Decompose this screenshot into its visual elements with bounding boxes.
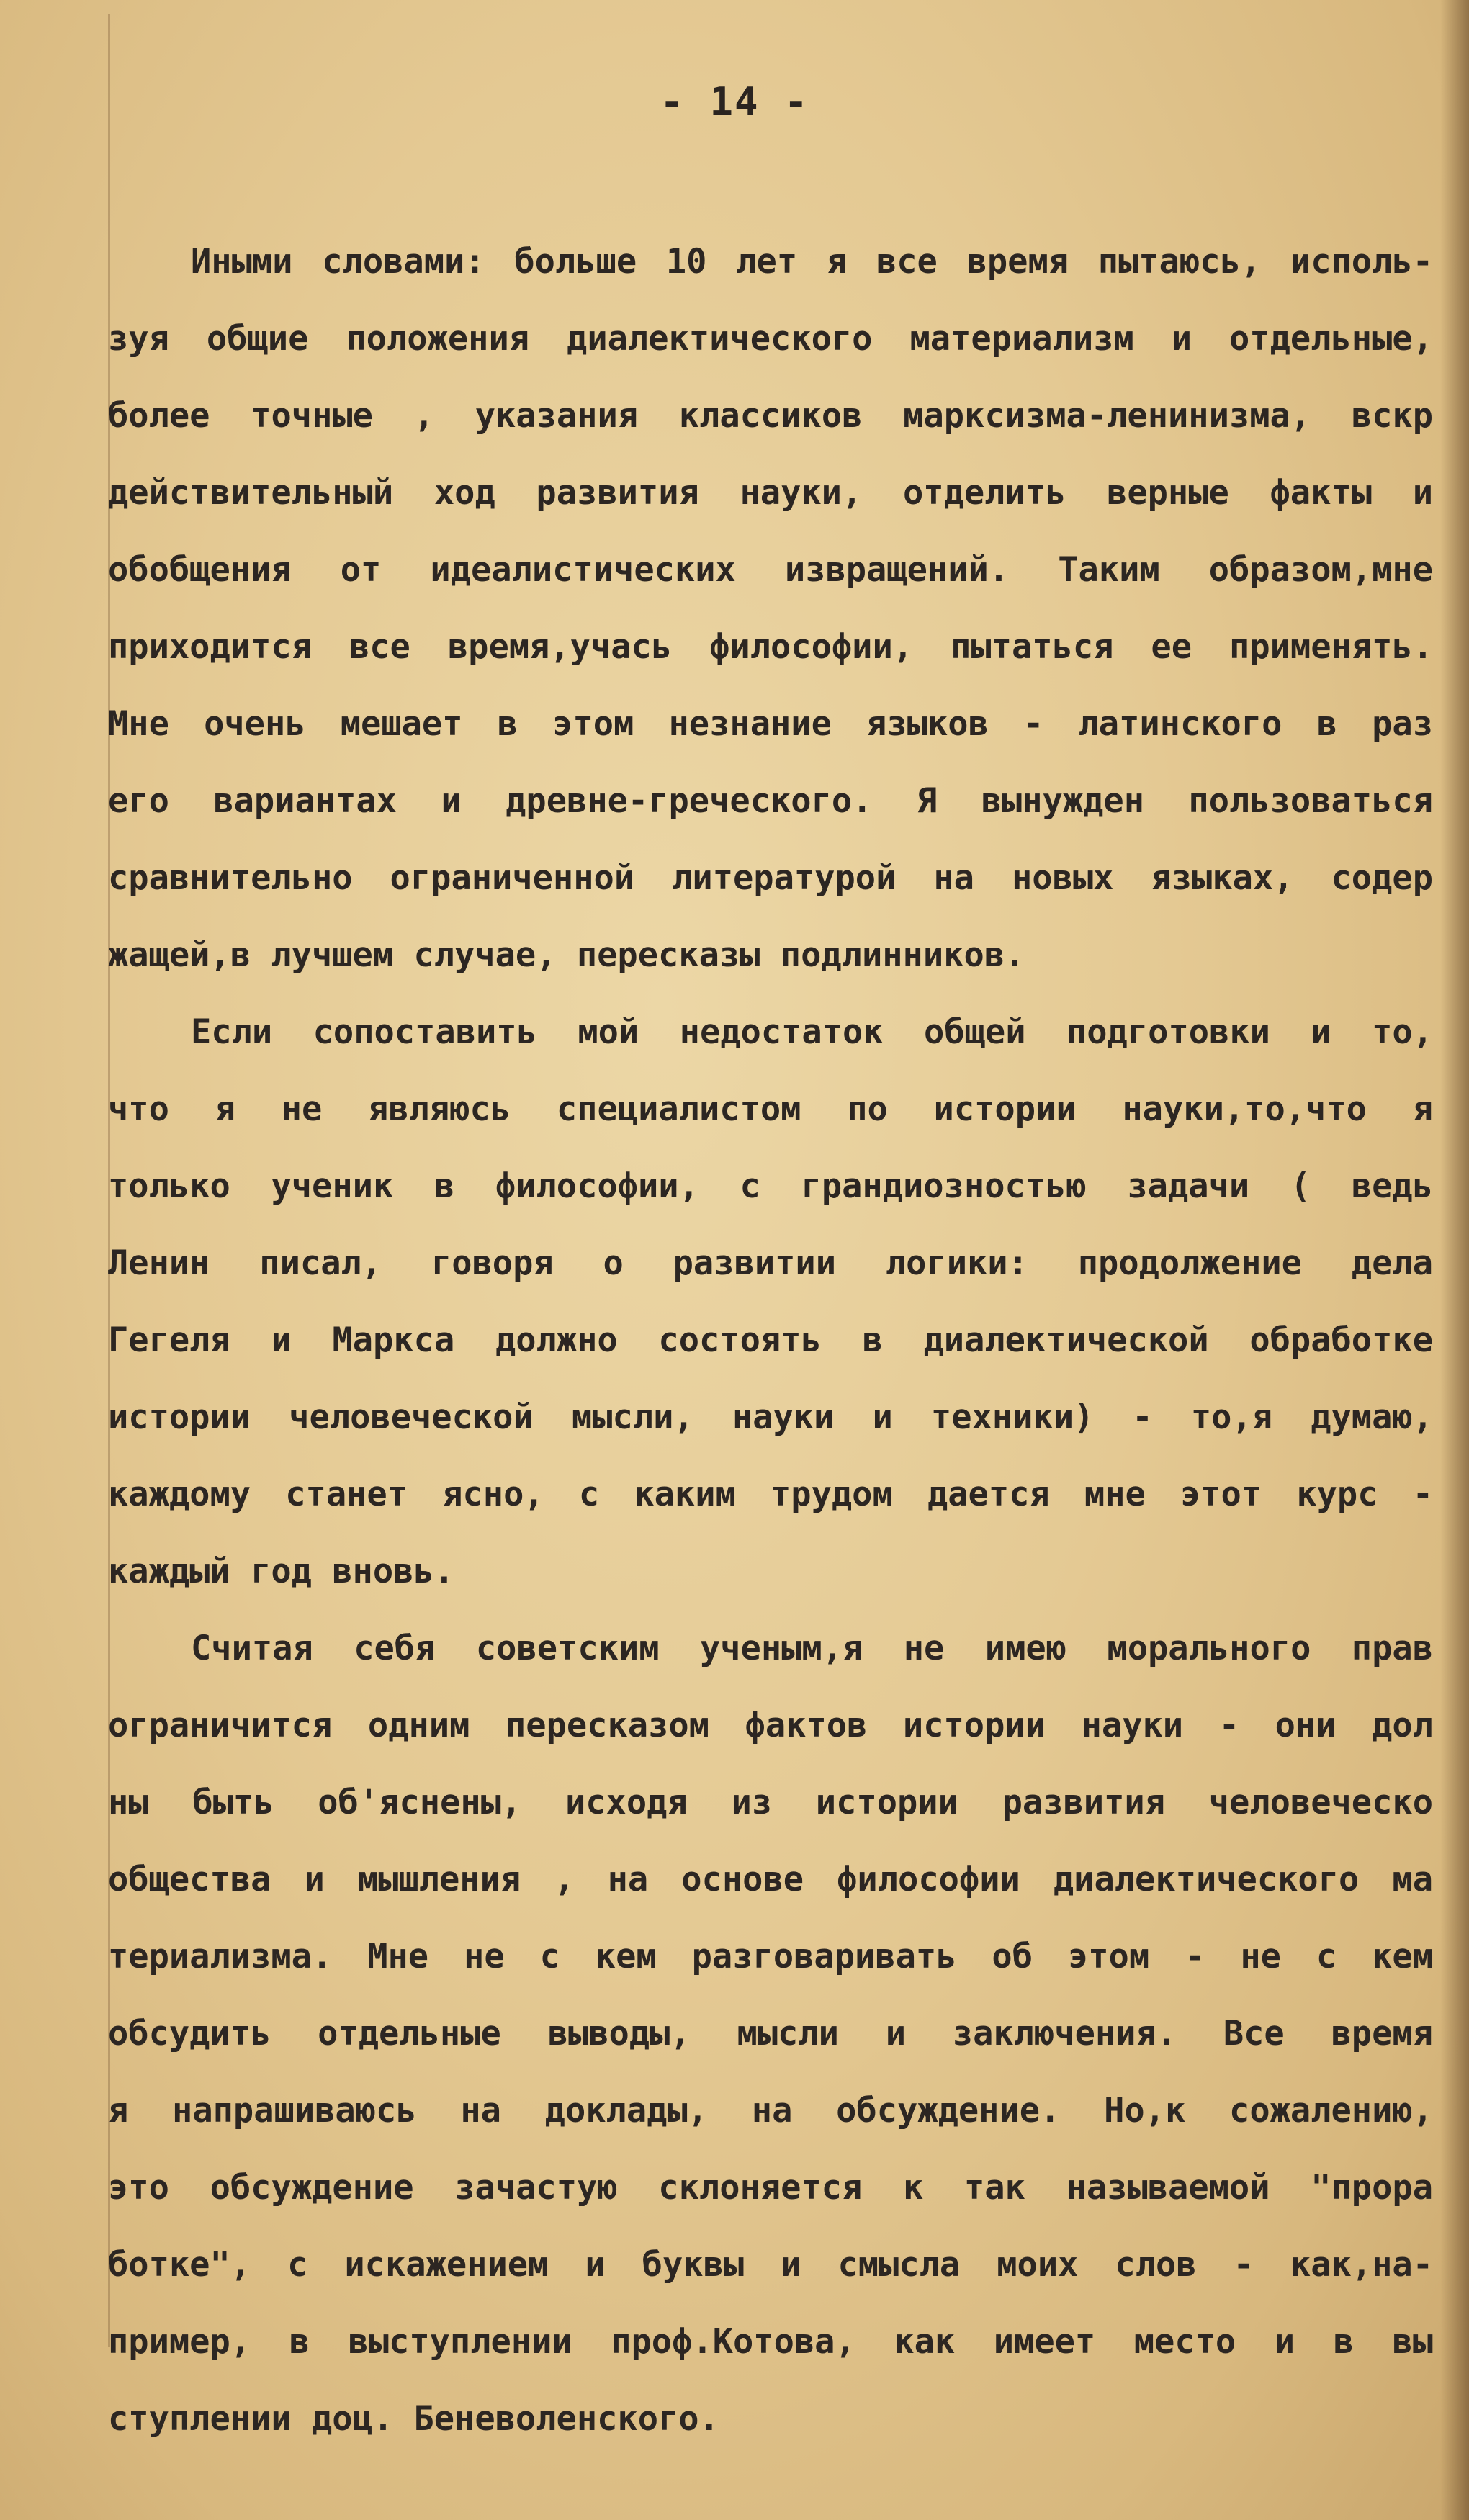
text-line: Гегеля и Маркса должно состоять в диалектической обработке [108, 1320, 1433, 1360]
text-line: ботке", с искажением и буквы и смысла моих слов - как,на- [108, 2245, 1433, 2285]
text-line: более точные , указания классиков марксизма-ленинизма, вскр [108, 396, 1433, 436]
text-line: истории человеческой мысли, науки и техники) - то,я думаю, [108, 1398, 1433, 1437]
text-line: ны быть об'яснены, исходя из истории развития человеческо [108, 1783, 1433, 1822]
text-line: жащей,в лучшем случае, пересказы подлинников. [108, 935, 1025, 975]
text-line: ступлении доц. Беневоленского. [108, 2399, 719, 2439]
text-line: Ленин писал, говоря о развитии логики: продолжение дела [108, 1243, 1433, 1283]
text-line: каждый год вновь. [108, 1552, 455, 1591]
text-line: я напрашиваюсь на доклады, на обсуждение. Но,к сожалению, [108, 2091, 1433, 2130]
text-line: каждому станет ясно, с каким трудом дается мне этот курс - [108, 1475, 1433, 1514]
text-line: Считая себя советским ученым,я не имею морального прав [191, 1629, 1433, 1668]
page-edge-shadow [1440, 0, 1469, 2520]
text-line: ограничится одним пересказом фактов истории науки - они дол [108, 1706, 1433, 1745]
text-line: зуя общие положения диалектического материализм и отдельные, [108, 319, 1433, 359]
text-line: его вариантах и древне-греческого. Я вынужден пользоваться [108, 781, 1433, 821]
text-line: только ученик в философии, с грандиозностью задачи ( ведь [108, 1166, 1433, 1206]
text-line: Иными словами: больше 10 лет я все время пытаюсь, исполь- [191, 242, 1433, 282]
text-line: это обсуждение зачастую склоняется к так называемой "прора [108, 2168, 1433, 2208]
text-line: териализма. Мне не с кем разговаривать об этом - не с кем [108, 1937, 1433, 1976]
text-line: что я не являюсь специалистом по истории науки,то,что я [108, 1089, 1433, 1129]
typed-text-body [108, 223, 1433, 2457]
text-line: приходится все время,учась философии, пытаться ее применять. [108, 627, 1433, 667]
text-line: Если сопоставить мой недостаток общей подготовки и то, [191, 1012, 1433, 1052]
text-line: пример, в выступлении проф.Котова, как имеет место и в вы [108, 2322, 1433, 2362]
text-line: общества и мышления , на основе философии диалектического ма [108, 1860, 1433, 1899]
page-number: - 14 - [660, 79, 809, 125]
text-line: обобщения от идеалистических извращений. Таким образом,мне [108, 550, 1433, 590]
text-line: обсудить отдельные выводы, мысли и заключения. Все время [108, 2014, 1433, 2053]
text-line: Мне очень мешает в этом незнание языков - латинского в раз [108, 704, 1433, 744]
text-line: действительный ход развития науки, отделить верные факты и [108, 473, 1433, 513]
text-line: сравнительно ограниченной литературой на новых языках, содер [108, 858, 1433, 898]
